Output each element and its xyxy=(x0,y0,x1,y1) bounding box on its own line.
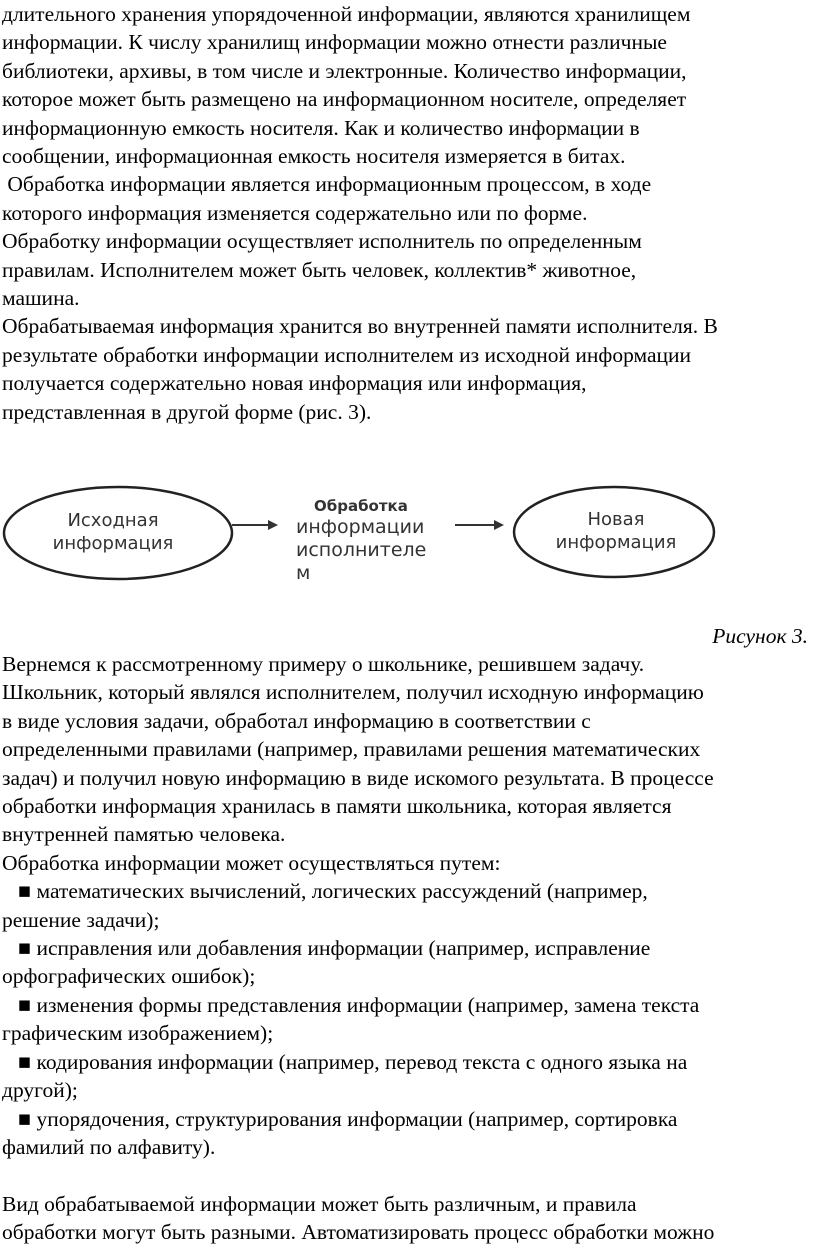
text-line: результате обработки информации исполнителем из исходной информации xyxy=(2,342,692,367)
text-line: Обработку информации осуществляет исполнитель по определенным xyxy=(2,229,642,254)
text-line: Обработка информации является информационным процессом, в ходе xyxy=(2,172,652,197)
text-line: обработки могут быть разными. Автоматизировать процесс обработки можно xyxy=(2,1220,715,1245)
text-line: внутренней памятью человека. xyxy=(2,822,286,847)
text-line: другой); xyxy=(2,1078,78,1103)
processing-label-4: м xyxy=(296,562,311,584)
text-line: Вернемся к рассмотренному примеру о школьнике, решившем задачу. xyxy=(2,652,645,676)
list-item: ■ исправления или добавления информации (например, исправление xyxy=(2,936,651,961)
arrow-right-head xyxy=(494,520,504,530)
new-info-label-1: Новая xyxy=(587,509,645,530)
text-line: библиотеки, архивы, в том числе и электронные. Количество информации, xyxy=(2,58,687,83)
bottom-text xyxy=(2,650,814,1247)
source-info-label-2: информация xyxy=(52,533,174,554)
processing-label-1: Обработка xyxy=(314,497,408,515)
list-item: ■ изменения формы представления информации (например, замена текста xyxy=(2,992,700,1017)
list-item: ■ кодирования информации (например, перевод текста с одного языка на xyxy=(2,1049,688,1074)
text-line: правилам. Исполнителем может быть человек, коллектив* животное, xyxy=(2,257,637,282)
top-text xyxy=(2,0,814,426)
text-line: графическим изображением); xyxy=(2,1021,274,1046)
source-info-label-1: Исходная xyxy=(67,510,159,531)
text-line: в виде условия задачи, обработал информацию в соответствии с xyxy=(2,708,591,733)
text-line: орфографических ошибок); xyxy=(2,964,256,989)
text-line: задач) и получил новую информацию в виде искомого результата. В процессе xyxy=(2,765,714,790)
processing-block xyxy=(296,496,446,585)
list-item: ■ упорядочения, структурирования информации (например, сортировка xyxy=(2,1106,678,1131)
text-line: которое может быть размещено на информационном носителе, определяет xyxy=(2,87,687,112)
text-line: представленная в другой форме (рис. 3). xyxy=(2,399,372,424)
text-line: решение задачи); xyxy=(2,907,160,932)
processing-label-2: информации xyxy=(296,516,425,538)
text-line: которого информация изменяется содержательно или по форме. xyxy=(2,200,588,225)
text-line: информационную емкость носителя. Как и количество информации в xyxy=(2,115,640,140)
text-line: Вид обрабатываемой информации может быть различным, и правила xyxy=(2,1191,637,1216)
text-line: фамилий по алфавиту). xyxy=(2,1134,216,1159)
text-line: обработки информация хранилась в памяти школьника, которая является xyxy=(2,794,672,819)
processing-label-3: исполнителе xyxy=(296,539,427,561)
text-line: машина. xyxy=(2,286,80,311)
blank-line xyxy=(2,1161,814,1189)
text-line: Обрабатываемая информация хранится во внутренней памяти исполнителя. В xyxy=(2,314,718,339)
text-line: длительного хранения упорядоченной информации, являются хранилищем xyxy=(2,2,691,26)
text-line: информации. К числу хранилищ информации можно отнести различные xyxy=(2,30,667,55)
figure-caption: Рисунок 3. xyxy=(712,624,808,648)
text-line: определенными правилами (например, правилами решения математических xyxy=(2,737,701,762)
new-info-label-2: информация xyxy=(555,532,677,553)
text-line: получается содержательно новая информация или информация, xyxy=(2,371,587,396)
text-line: Школьник, который являлся исполнителем, получил исходную информацию xyxy=(2,680,704,705)
list-item: ■ математических вычислений, логических рассуждений (например, xyxy=(2,879,648,904)
arrow-left-head xyxy=(268,520,278,530)
text-line: Обработка информации может осуществляться путем: xyxy=(2,850,501,875)
text-line: сообщении, информационная емкость носителя измеряется в битах. xyxy=(2,144,626,169)
